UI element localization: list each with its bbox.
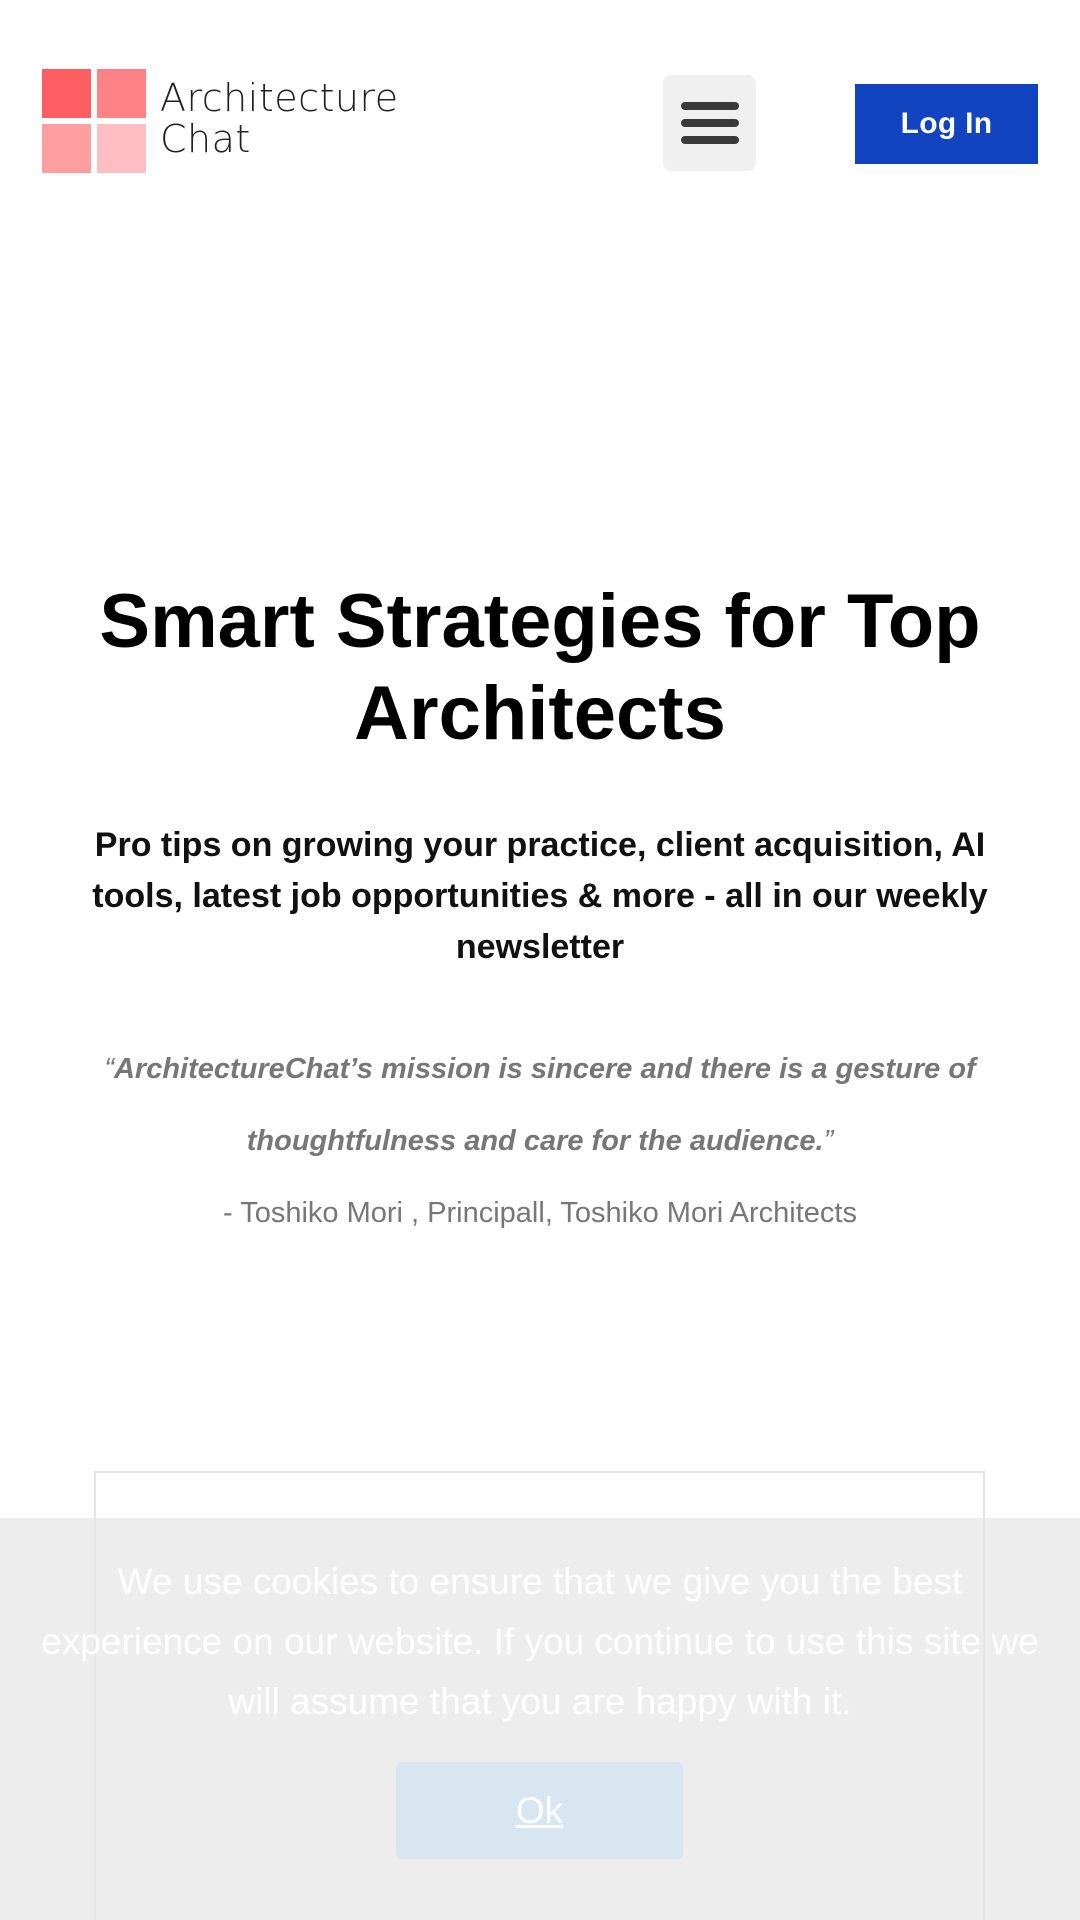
close-quote-mark: ” [823,1125,834,1157]
logo-line-2: Chat [160,117,251,161]
login-button[interactable]: Log In [855,84,1038,164]
cookie-ok-button[interactable]: Ok [396,1762,683,1859]
hamburger-menu-icon [681,100,739,146]
cookie-message: We use cookies to ensure that we give you the best experience on our website. If you continue to use this site we will assume that you are happy with it. [41,1561,1039,1722]
logo-wordmark [160,78,399,160]
testimonial-quote [60,1033,1020,1177]
testimonial-text: ArchitectureChat’s mission is sincere and there is a gesture of thoughtfulness and care for the audience. [113,1053,976,1157]
hero-title: Smart Strategies for Top Architects [99,579,981,756]
architecture-chat-logo[interactable] [42,69,399,175]
logo-squares-icon [42,69,146,173]
menu-toggle-button[interactable] [663,75,756,171]
cookie-consent-banner [0,1518,1080,1920]
testimonial-attribution: - Toshiko Mori , Principall, Toshiko Mori Architects [223,1197,857,1229]
logo-line-1: Architecture [160,76,399,120]
site-header [0,0,1080,245]
hero-subtitle: Pro tips on growing your practice, client acquisition, AI tools, latest job opportunities & more - all in our weekly newsletter [92,826,988,966]
open-quote-mark: “ [104,1053,114,1085]
